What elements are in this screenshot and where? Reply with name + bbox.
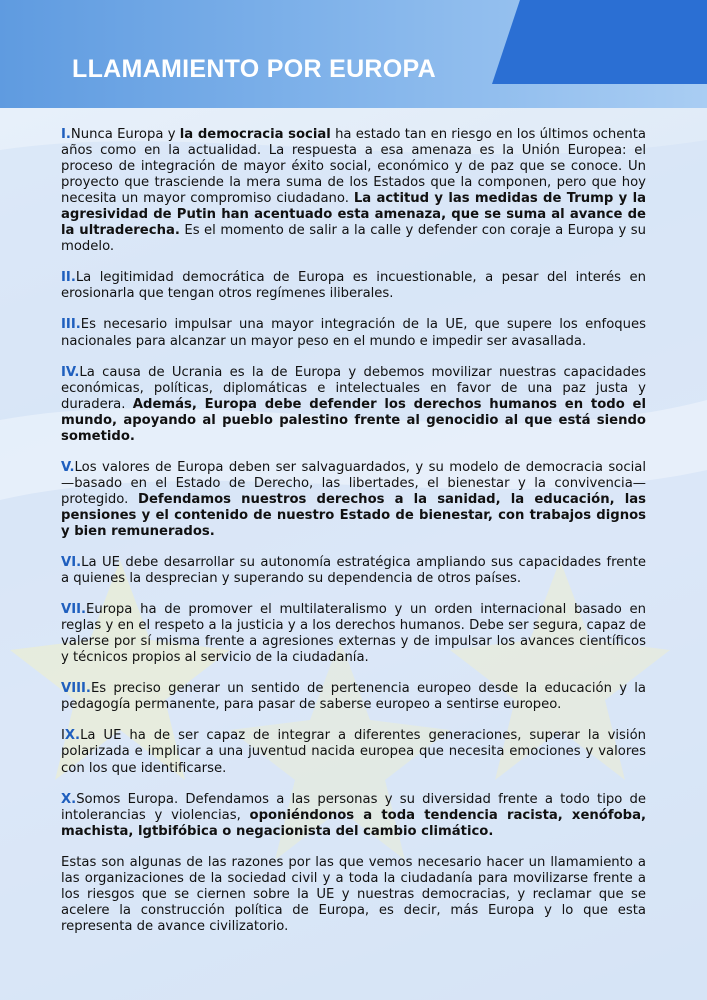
closing-paragraph: Estas son algunas de las razones por las que vemos necesario hacer un llamamiento a las organizaciones de la sociedad civil y a toda la ciudadanía para movilizarse frente a los riesgos que se ciernen sobre la UE y nuestras democracias, y reclamar que se acelere la construcción política de Europa, es decir, más Europa y lo que esta representa de avance civilizatorio. [61,854,646,934]
paragraph-number: II. [61,270,76,286]
paragraph-text: ha estado tan en riesgo en los últimos ochenta años como en la actualidad. La respuesta a esa amenaza es la Unión Europea: el proceso de integración de mayor éxito social, económico y de paz que se conoce. Un proyecto que trasciende la mera suma de los Estados que la componen, pero que hoy necesita un mayor compromiso ciudadano. [61,127,646,207]
paragraph-text: Es preciso generar un sentido de pertenencia europeo desde la educación y la pedagogía permanente, para pasar de saberse europeo a sentirse europeo. [61,681,646,713]
paragraph-text: La UE ha de ser capaz de integrar a diferentes generaciones, superar la visión polarizada e implicar a una juventud nacida europea que necesita emociones y valores con los que identificarse. [61,728,646,776]
manifesto-body [61,127,646,950]
paragraph-9 [61,728,646,776]
paragraph-text: La UE debe desarrollar su autonomía estratégica ampliando sus capacidades frente a quienes la desprecian y superando su dependencia de otros países. [61,555,646,587]
paragraph-number: III. [61,317,81,333]
paragraph-number: X. [61,791,77,807]
paragraph-text: Es necesario impulsar una mayor integración de la UE, que supere los enfoques nacionales para alcanzar un mayor peso en el mundo e impedir ser avasallada. [61,317,646,349]
paragraph-number: I. [61,127,71,142]
paragraph-5 [61,460,646,540]
paragraph-number: IV. [61,364,80,380]
paragraph-emphasis: Defendamos nuestros derechos a la sanidad, la educación, las pensiones y el contenido de nuestro Estado de bienestar, con trabajos dignos y bien remunerados. [61,491,646,539]
paragraph-2 [61,270,646,302]
paragraph-emphasis: Además, Europa debe defender los derechos humanos en todo el mundo, apoyando al pueblo palestino frente al genocidio al que está siendo sometido. [61,396,646,444]
paragraph-number: X. [64,728,81,744]
paragraph-emphasis: La actitud y las medidas de Trump y la agresividad de Putin han acentuado esta amenaza, que se suma al avance de la ultraderecha. [61,191,646,239]
paragraph-number: VI. [61,555,82,571]
paragraph-6 [61,555,646,587]
paragraph-text: Es el momento de salir a la calle y defender con coraje a Europa y su modelo. [61,223,646,255]
paragraph-text: Nunca Europa y [70,127,180,142]
paragraph-text: La causa de Ucrania es la de Europa y debemos movilizar nuestras capacidades económicas, políticas, diplomáticas e intelectuales en favor de una paz justa y duradera. [61,364,646,412]
paragraph-text: Los valores de Europa deben ser salvaguardados, y su modelo de democracia social —basado en el Estado de Derecho, las libertades, el bienestar y la convivencia— protegido. [61,459,646,507]
paragraph-text: La legitimidad democrática de Europa es incuestionable, a pesar del interés en erosionarla que tengan otros regímenes iliberales. [61,270,646,302]
paragraph-8 [61,681,646,713]
page-title: LLAMAMIENTO POR EUROPA [72,55,437,83]
paragraph-number-plain: I [61,728,65,744]
paragraph-number: VIII. [61,681,91,697]
paragraph-emphasis: oponiéndonos a toda tendencia racista, xenófoba, machista, lgtbifóbica o negacionista del cambio climático. [61,807,646,839]
paragraph-number: V. [61,459,75,475]
paragraph-7 [61,602,646,666]
paragraph-text: Somos Europa. Defendamos a las personas y su diversidad frente a todo tipo de intolerancias y violencias, [61,791,646,823]
paragraph-1 [61,127,646,255]
paragraph-3 [61,317,646,349]
paragraph-text: Europa ha de promover el multilateralismo y un orden internacional basado en reglas y en el respeto a la justicia y a los derechos humanos. Debe ser segura, capaz de valerse por sí misma frente a agresiones externas y de impulsar los avances científicos y técnicos propios al servicio de la ciudadanía. [61,602,646,666]
header-accent-shape [492,0,707,84]
paragraph-10 [61,792,646,840]
paragraph-emphasis: la democracia social [179,127,331,142]
paragraph-number: VII. [61,602,87,618]
paragraph-4 [61,365,646,445]
